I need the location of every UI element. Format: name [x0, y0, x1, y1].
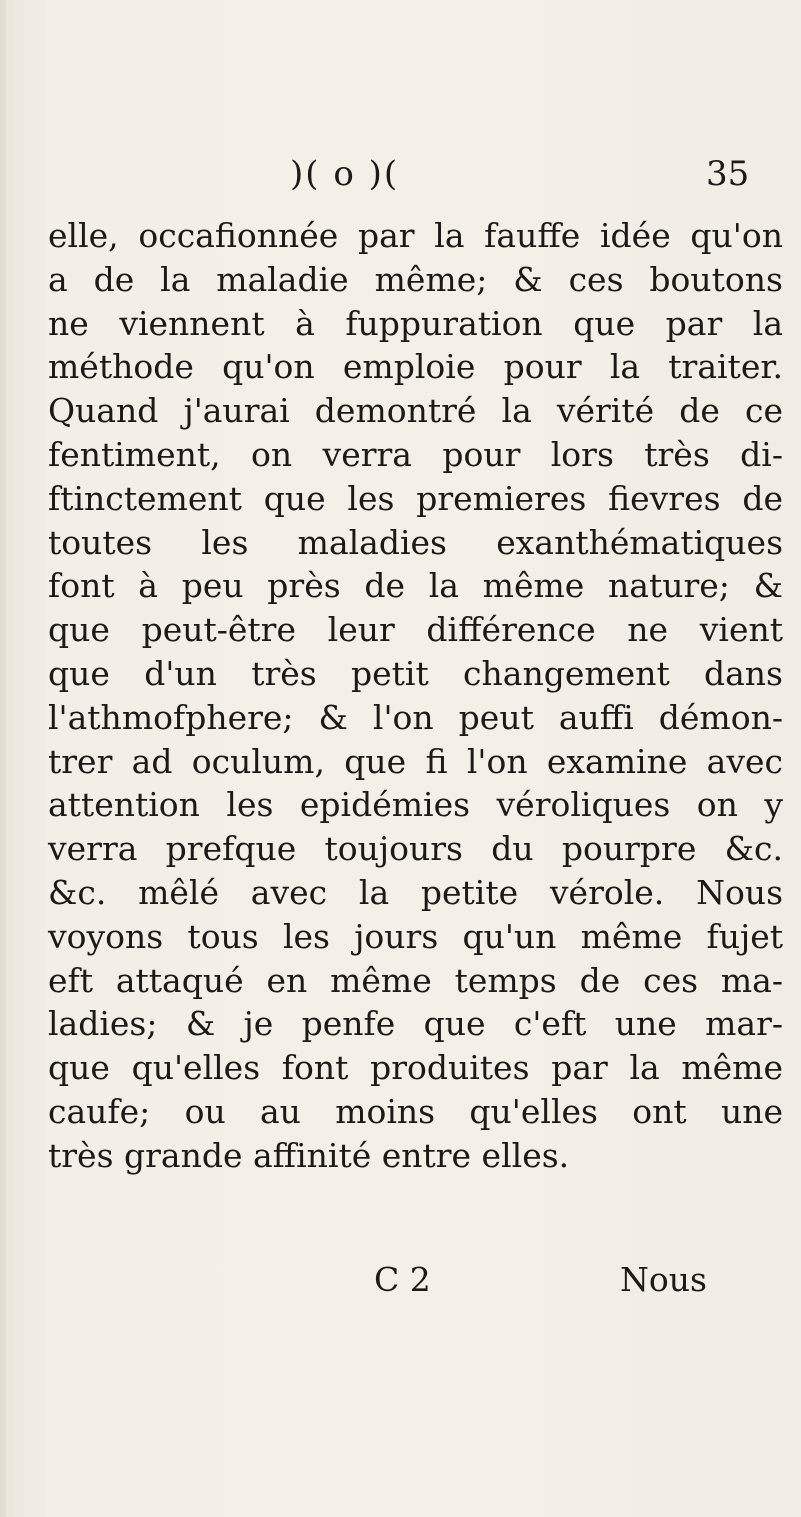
text-line: toutes les maladies exanthématiques — [48, 522, 783, 562]
text-line: caufe; ou au moins qu'elles ont une — [48, 1091, 783, 1131]
body-text — [48, 214, 783, 1178]
signature-mark: C 2 — [374, 1260, 431, 1299]
text-line: verra prefque toujours du pourpre &c. — [48, 829, 783, 869]
text-line: que qu'elles font produites par la même — [48, 1048, 783, 1088]
text-line: trer ad oculum, que fi l'on examine avec — [48, 741, 783, 781]
text-line: voyons tous les jours qu'un même fujet — [48, 916, 783, 956]
text-line: attention les epidémies véroliques on y — [48, 785, 783, 825]
catchword: Nous — [620, 1260, 707, 1299]
text-line: très grande affinité entre elles. — [48, 1135, 570, 1175]
text-line: méthode qu'on emploie pour la traiter. — [48, 347, 783, 387]
text-line: ftinctement que les premieres fievres de — [48, 478, 783, 518]
text-line: que d'un très petit changement dans — [48, 653, 783, 693]
text-line: l'athmofphere; & l'on peut auffi démon- — [48, 697, 783, 737]
text-line: a de la maladie même; & ces boutons — [48, 259, 783, 299]
text-line: que peut-être leur différence ne vient — [48, 610, 783, 650]
text-line: font à peu près de la même nature; & — [48, 566, 783, 606]
running-header — [0, 152, 801, 196]
page-number: 35 — [706, 154, 750, 194]
text-line: ladies; & je penfe que c'eft une mar- — [48, 1004, 783, 1044]
text-line: elle, occafionnée par la fauffe idée qu'on — [48, 216, 783, 255]
text-line: Quand j'aurai demontré la vérité de ce — [48, 391, 783, 431]
text-line: &c. mêlé avec la petite vérole. Nous — [48, 872, 783, 912]
text-line: ne viennent à fuppuration que par la — [48, 303, 783, 343]
text-line: fentiment, on verra pour lors très di- — [48, 434, 783, 474]
text-line: eft attaqué en même temps de ces ma- — [48, 960, 783, 1000]
header-ornament: )( o )( — [290, 154, 400, 194]
page-footer — [0, 1258, 801, 1302]
